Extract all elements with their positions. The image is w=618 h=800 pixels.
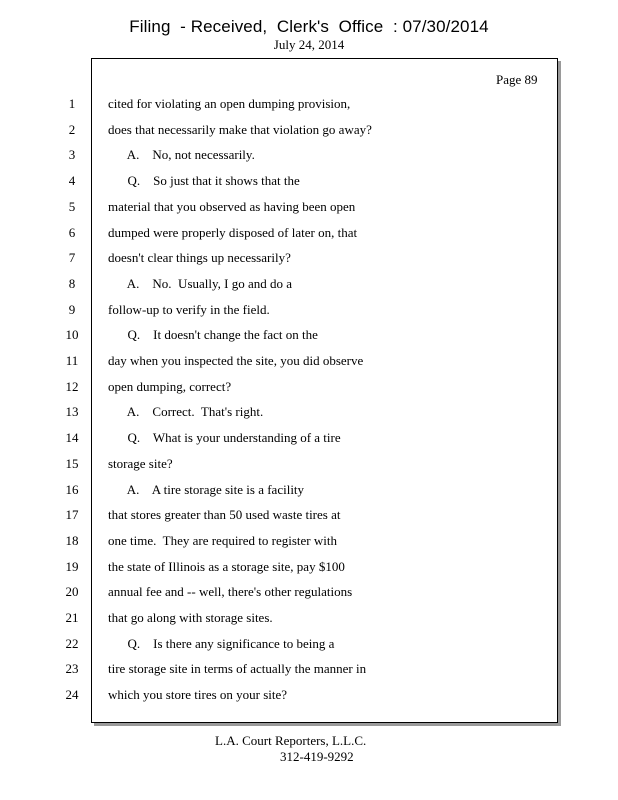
line-number: 21 <box>65 610 79 625</box>
line-number: 6 <box>68 224 76 240</box>
line-text: doesn't clear things up necessarily? <box>108 250 291 266</box>
transcript-line <box>0 687 600 705</box>
transcript-line <box>0 636 600 654</box>
line-number: 8 <box>68 275 76 291</box>
line-number: 1 <box>68 96 76 111</box>
transcript-line <box>0 327 600 345</box>
footer-company: L.A. Court Reporters, L.L.C. <box>215 733 367 748</box>
line-number: 15 <box>65 455 79 471</box>
transcript-line <box>0 302 600 320</box>
transcript-line <box>0 96 600 114</box>
transcript-line <box>0 610 600 628</box>
transcript-line <box>0 173 600 191</box>
line-number: 7 <box>68 250 76 266</box>
line-number: 4 <box>68 173 76 189</box>
line-number: 23 <box>65 661 79 677</box>
line-text: A. No. Usually, I go and do a <box>108 275 293 291</box>
transcript-date: July 24, 2014 <box>273 37 345 52</box>
line-text: A. A tire storage site is a facility <box>108 481 305 497</box>
line-text: day when you inspected the site, you did observe <box>108 353 364 368</box>
transcript-line <box>0 199 600 217</box>
transcript-line <box>0 559 600 577</box>
line-number: 5 <box>68 198 76 214</box>
line-number: 2 <box>68 121 76 137</box>
transcript-line <box>0 456 600 474</box>
line-number: 13 <box>65 404 79 420</box>
transcript-line <box>0 507 600 525</box>
transcript-line <box>0 533 600 551</box>
line-number: 11 <box>65 353 79 368</box>
line-text: tire storage site in terms of actually the manner in <box>108 661 367 677</box>
footer-phone: 312-419-9292 <box>280 749 354 764</box>
line-text: A. Correct. That's right. <box>108 404 264 420</box>
line-text: that go along with storage sites. <box>108 610 273 625</box>
line-text: Q. Is there any significance to being a <box>108 635 335 651</box>
transcript-line <box>0 353 600 371</box>
line-number: 24 <box>65 687 79 703</box>
line-number: 9 <box>68 301 76 317</box>
line-number: 19 <box>65 558 79 574</box>
transcript-line <box>0 225 600 243</box>
transcript-line <box>0 147 600 165</box>
transcript-line <box>0 404 600 422</box>
line-text: open dumping, correct? <box>108 378 232 394</box>
line-text: annual fee and -- well, there's other regulations <box>108 584 353 600</box>
line-text: follow-up to verify in the field. <box>108 301 270 317</box>
line-number: 20 <box>65 584 79 600</box>
line-text: cited for violating an open dumping provision, <box>108 96 351 111</box>
transcript-line <box>0 482 600 500</box>
page-number: Page 89 <box>496 72 538 87</box>
line-number: 18 <box>65 532 79 548</box>
line-text: one time. They are required to register with <box>108 532 337 548</box>
line-number: 3 <box>68 147 76 163</box>
transcript-line <box>0 122 600 140</box>
line-text: A. No, not necessarily. <box>108 147 255 163</box>
transcript-line <box>0 661 600 679</box>
line-number: 17 <box>65 507 79 523</box>
line-number: 16 <box>65 481 79 497</box>
line-text: that stores greater than 50 used waste tires at <box>108 507 341 523</box>
line-text: which you store tires on your site? <box>108 687 288 703</box>
transcript-line <box>0 276 600 294</box>
line-text: material that you observed as having been open <box>108 198 356 214</box>
line-number: 10 <box>65 327 79 343</box>
line-text: storage site? <box>108 455 173 471</box>
line-text: Q. So just that it shows that the <box>108 173 300 189</box>
transcript-line <box>0 250 600 268</box>
line-text: the state of Illinois as a storage site, pay $100 <box>108 558 345 574</box>
transcript-line <box>0 430 600 448</box>
filing-stamp: Filing - Received, Clerk's Office : 07/30/2014 <box>129 17 489 36</box>
line-number: 14 <box>65 430 79 446</box>
line-text: Q. What is your understanding of a tire <box>108 430 341 446</box>
transcript-line <box>0 379 600 397</box>
line-number: 22 <box>65 635 79 651</box>
line-number: 12 <box>65 378 79 394</box>
line-text: does that necessarily make that violation go away? <box>108 121 372 137</box>
line-text: dumped were properly disposed of later on, that <box>108 224 358 240</box>
transcript-line <box>0 584 600 602</box>
line-text: Q. It doesn't change the fact on the <box>108 327 318 343</box>
